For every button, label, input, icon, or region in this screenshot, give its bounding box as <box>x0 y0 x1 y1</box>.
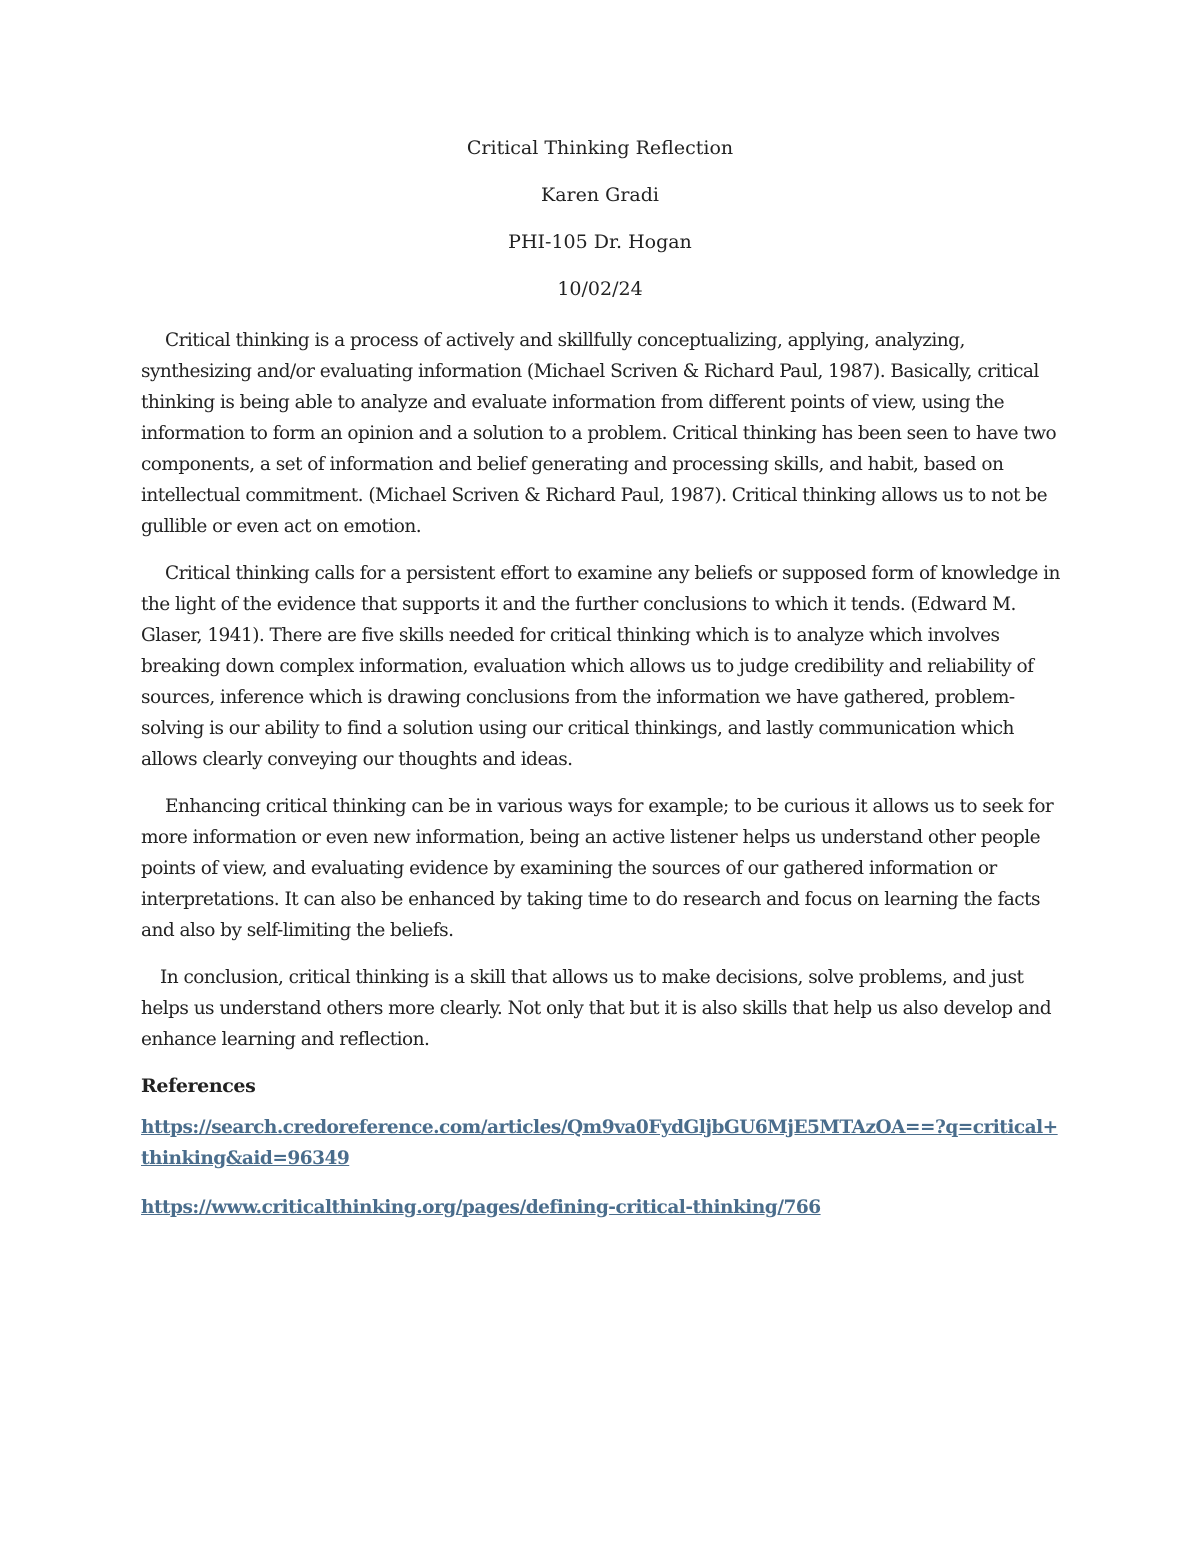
paragraph-enhancing: Enhancing critical thinking can be in various ways for example; to be curious it allows us to seek for more information or even new information, being an active listener helps us understand other people points of view, and evaluating evidence by examining the sources of our gathered information or interpretations. It can also be enhanced by taking time to do research and focus on learning the facts and also by self-limiting the beliefs. <box>141 796 1054 941</box>
course-instructor: PHI-105 Dr. Hogan <box>508 231 692 253</box>
paragraph-conclusion: In conclusion, critical thinking is a skill that allows us to make decisions, solve problems, and just helps us understand others more clearly. Not only that but it is also skills that help us also develop and enhance learning and reflection. <box>141 967 1052 1050</box>
reference-link-criticalthinking[interactable]: https://www.criticalthinking.org/pages/defining-critical-thinking/766 <box>141 1197 821 1218</box>
document-date: 10/02/24 <box>557 278 643 300</box>
references-heading: References <box>141 1075 256 1097</box>
paragraph-skills: Critical thinking calls for a persistent effort to examine any beliefs or supposed form of knowledge in the light of the evidence that supports it and the further conclusions to which it tends. (Edward M. Glaser, 1941). There are five skills needed for critical thinking which is to analyze which involves breaking down complex information, evaluation which allows us to judge credibility and reliability of sources, inference which is drawing conclusions from the information we have gathered, problem-solving is our ability to find a solution using our critical thinkings, and lastly communication which allows clearly conveying our thoughts and ideas. <box>141 563 1060 770</box>
document-body <box>141 325 1061 1241</box>
author-name: Karen Gradi <box>541 184 659 206</box>
reference-link-credo[interactable]: https://search.credoreference.com/articles/Qm9va0FydGljbGU6MjE5MTAzOA==?q=critical+thinking&aid=96349 <box>141 1117 1058 1169</box>
paragraph-definition: Critical thinking is a process of actively and skillfully conceptualizing, applying, analyzing, synthesizing and/or evaluating information (Michael Scriven & Richard Paul, 1987). Basically, critical thinking is being able to analyze and evaluate information from different points of view, using the information to form an opinion and a solution to a problem. Critical thinking has been seen to have two components, a set of information and belief generating and processing skills, and habit, based on intellectual commitment. (Michael Scriven & Richard Paul, 1987). Critical thinking allows us to not be gullible or even act on emotion. <box>141 330 1057 537</box>
title-block <box>0 138 1200 326</box>
document-title: Critical Thinking Reflection <box>466 137 734 159</box>
